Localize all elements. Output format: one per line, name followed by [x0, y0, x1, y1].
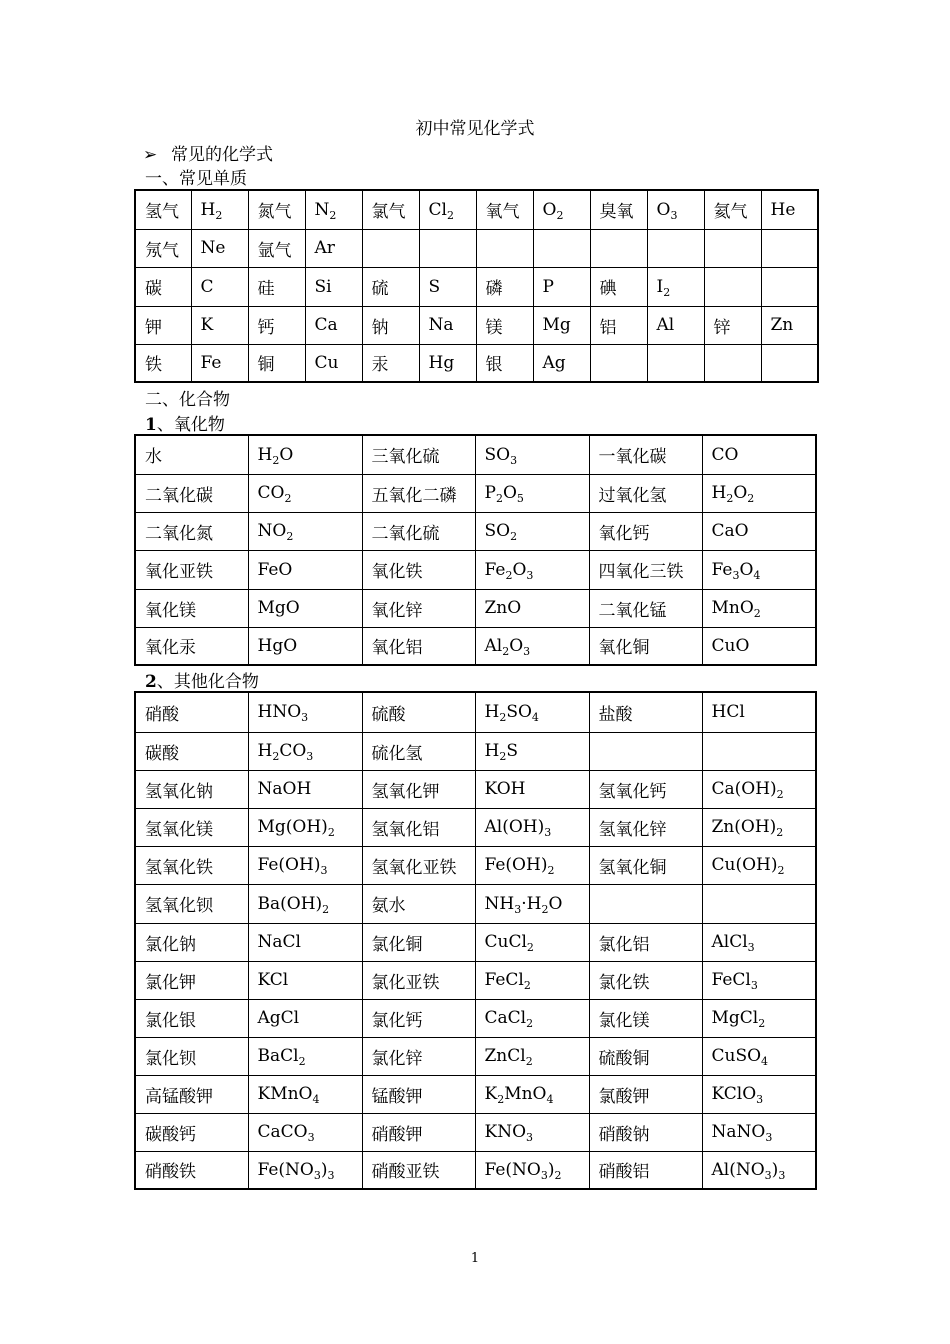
compound-name-cell: 氦气 — [704, 190, 761, 229]
table-row — [135, 190, 818, 229]
compound-name-cell: 氧化铝 — [362, 627, 475, 665]
table-row — [135, 1037, 816, 1075]
compound-name-cell: 高锰酸钾 — [135, 1075, 248, 1113]
table-row — [135, 1075, 816, 1113]
compound-name-cell — [704, 267, 761, 306]
oxides-table — [134, 434, 817, 666]
bullet-text: 常见的化学式 — [171, 145, 273, 165]
formula-cell: CaO — [702, 512, 816, 550]
compound-name-cell: 四氧化三铁 — [589, 550, 702, 589]
compound-name-cell — [590, 344, 647, 382]
formula-cell: Si — [305, 267, 362, 306]
table-row — [135, 1113, 816, 1151]
compound-name-cell: 水 — [135, 435, 248, 474]
formula-cell: $N_2$ — [305, 190, 362, 229]
formula-cell: Al — [647, 306, 704, 344]
table-row — [135, 732, 816, 770]
formula-cell: $NO_2$ — [248, 512, 362, 550]
compound-name-cell: 硝酸 — [135, 692, 248, 732]
formula-cell: Cu — [305, 344, 362, 382]
compound-name-cell: 氯化亚铁 — [362, 961, 475, 999]
compound-name-cell: 氨水 — [362, 884, 475, 923]
table-row — [135, 808, 816, 846]
compound-name-cell: 氢氧化铝 — [362, 808, 475, 846]
formula-cell: MgCl$_2$ — [702, 999, 816, 1037]
formula-cell: $Al(NO_3)_3$ — [702, 1151, 816, 1189]
formula-cell: $H_2SO_4$ — [475, 692, 589, 732]
compound-name-cell: 氯气 — [362, 190, 419, 229]
compound-name-cell: 氮气 — [248, 190, 305, 229]
formula-cell: Hg — [419, 344, 476, 382]
compound-name-cell: 三氧化硫 — [362, 435, 475, 474]
table-row — [135, 846, 816, 884]
compound-name-cell: 氢氧化钡 — [135, 884, 248, 923]
compound-name-cell: 氯化铝 — [589, 923, 702, 961]
compound-name-cell: 氢氧化铁 — [135, 846, 248, 884]
section2-heading: 二、化合物 — [145, 390, 230, 410]
formula-cell: Ca — [305, 306, 362, 344]
compound-name-cell: 氯化锌 — [362, 1037, 475, 1075]
compound-name-cell: 汞 — [362, 344, 419, 382]
formula-cell: P — [533, 267, 590, 306]
formula-cell: $Cu(OH)_2$ — [702, 846, 816, 884]
formula-cell: $H_2$ — [191, 190, 248, 229]
formula-cell: CO — [702, 435, 816, 474]
compound-name-cell — [476, 229, 533, 267]
sub2-heading — [145, 667, 259, 692]
compound-name-cell: 硫酸铜 — [589, 1037, 702, 1075]
formula-cell: $Al(OH)_3$ — [475, 808, 589, 846]
formula-cell: FeO — [248, 550, 362, 589]
compound-name-cell — [704, 344, 761, 382]
table-row — [135, 229, 818, 267]
compound-name-cell: 锌 — [704, 306, 761, 344]
formula-cell: $Fe_2O_3$ — [475, 550, 589, 589]
compound-name-cell: 氢气 — [135, 190, 191, 229]
formula-cell — [761, 229, 818, 267]
formula-cell: $Al_2O_3$ — [475, 627, 589, 665]
formula-cell: $Fe(OH)_3$ — [248, 846, 362, 884]
table-row — [135, 999, 816, 1037]
compound-name-cell: 碳酸 — [135, 732, 248, 770]
compound-name-cell: 二氧化氮 — [135, 512, 248, 550]
compound-name-cell: 氢氧化锌 — [589, 808, 702, 846]
compound-name-cell: 氧化铜 — [589, 627, 702, 665]
compound-name-cell: 氧化铁 — [362, 550, 475, 589]
formula-cell: Fe — [191, 344, 248, 382]
formula-cell: Na — [419, 306, 476, 344]
compound-name-cell: 硫化氢 — [362, 732, 475, 770]
formula-cell: MnO$_2$ — [702, 589, 816, 627]
formula-cell: $O_2$ — [533, 190, 590, 229]
compound-name-cell: 硝酸亚铁 — [362, 1151, 475, 1189]
table-row — [135, 770, 816, 808]
formula-cell: CuSO$_4$ — [702, 1037, 816, 1075]
formula-cell — [647, 229, 704, 267]
sub2-heading-text: 、其他化合物 — [156, 672, 259, 692]
compound-name-cell: 银 — [476, 344, 533, 382]
table-row — [135, 512, 816, 550]
compound-name-cell: 铁 — [135, 344, 191, 382]
compound-name-cell: 钠 — [362, 306, 419, 344]
compound-name-cell: 碘 — [590, 267, 647, 306]
formula-cell: BaCl$_2$ — [248, 1037, 362, 1075]
compound-name-cell: 铜 — [248, 344, 305, 382]
formula-cell: $H_2O_2$ — [702, 474, 816, 512]
compound-name-cell: 硫酸 — [362, 692, 475, 732]
page-title: 初中常见化学式 — [415, 119, 535, 139]
table-row — [135, 267, 818, 306]
compound-name-cell: 氧化汞 — [135, 627, 248, 665]
compound-name-cell: 五氧化二磷 — [362, 474, 475, 512]
compound-name-cell: 氢氧化铜 — [589, 846, 702, 884]
formula-cell: $Fe(OH)_2$ — [475, 846, 589, 884]
formula-cell: CaCl$_2$ — [475, 999, 589, 1037]
table-row — [135, 627, 816, 665]
compound-name-cell: 氢氧化钙 — [589, 770, 702, 808]
table-row — [135, 474, 816, 512]
page-number: 1 — [470, 1251, 480, 1266]
compound-name-cell: 氢氧化钾 — [362, 770, 475, 808]
compound-name-cell: 钾 — [135, 306, 191, 344]
formula-cell: $Fe_3O_4$ — [702, 550, 816, 589]
sub1-number: 1 — [145, 415, 157, 435]
compound-name-cell: 盐酸 — [589, 692, 702, 732]
formula-cell: $P_2O_5$ — [475, 474, 589, 512]
table-row — [135, 961, 816, 999]
formula-cell: $Mg(OH)_2$ — [248, 808, 362, 846]
compound-name-cell: 二氧化碳 — [135, 474, 248, 512]
compound-name-cell: 碳酸钙 — [135, 1113, 248, 1151]
compound-name-cell: 氧气 — [476, 190, 533, 229]
compound-name-cell: 硝酸钠 — [589, 1113, 702, 1151]
formula-cell: $Zn(OH)_2$ — [702, 808, 816, 846]
sub1-heading — [145, 410, 225, 435]
compound-name-cell: 氢氧化镁 — [135, 808, 248, 846]
formula-cell: ZnO — [475, 589, 589, 627]
formula-cell: $H_2O$ — [248, 435, 362, 474]
formula-cell: $H_2S$ — [475, 732, 589, 770]
compound-name-cell: 硅 — [248, 267, 305, 306]
compound-name-cell — [589, 884, 702, 923]
formula-cell — [533, 229, 590, 267]
formula-cell: KCl — [248, 961, 362, 999]
sub1-heading-text: 、氧化物 — [156, 415, 225, 435]
formula-cell: KMnO$_4$ — [248, 1075, 362, 1113]
compound-name-cell: 氧化锌 — [362, 589, 475, 627]
compound-name-cell: 氯化镁 — [589, 999, 702, 1037]
table-row — [135, 435, 816, 474]
formula-cell: $Ba(OH)_2$ — [248, 884, 362, 923]
compound-name-cell: 氢氧化钠 — [135, 770, 248, 808]
formula-cell: KClO$_3$ — [702, 1075, 816, 1113]
formula-cell: Ne — [191, 229, 248, 267]
table-row — [135, 550, 816, 589]
compound-name-cell: 氧化钙 — [589, 512, 702, 550]
compound-name-cell: 氧化镁 — [135, 589, 248, 627]
formula-cell: $Ca(OH)_2$ — [702, 770, 816, 808]
compound-name-cell: 氯化银 — [135, 999, 248, 1037]
formula-cell: FeCl$_2$ — [475, 961, 589, 999]
table-row — [135, 692, 816, 732]
formula-cell: ZnCl$_2$ — [475, 1037, 589, 1075]
formula-cell: Ar — [305, 229, 362, 267]
compound-name-cell: 二氧化锰 — [589, 589, 702, 627]
formula-cell: Mg — [533, 306, 590, 344]
elements-table — [134, 189, 819, 383]
formula-cell: AgCl — [248, 999, 362, 1037]
compound-name-cell: 氖气 — [135, 229, 191, 267]
formula-cell — [702, 732, 816, 770]
compound-name-cell — [590, 229, 647, 267]
table-row — [135, 344, 818, 382]
compound-name-cell: 硫 — [362, 267, 419, 306]
section1-heading: 一、常见单质 — [145, 169, 247, 189]
formula-cell — [761, 267, 818, 306]
formula-cell: NaNO$_3$ — [702, 1113, 816, 1151]
formula-cell: Zn — [761, 306, 818, 344]
compound-name-cell: 臭氧 — [590, 190, 647, 229]
compound-name-cell: 氧化亚铁 — [135, 550, 248, 589]
compound-name-cell: 硝酸铁 — [135, 1151, 248, 1189]
formula-cell: HgO — [248, 627, 362, 665]
formula-cell: CuO — [702, 627, 816, 665]
compound-name-cell: 氢氧化亚铁 — [362, 846, 475, 884]
compound-name-cell — [704, 229, 761, 267]
compound-name-cell: 过氧化氢 — [589, 474, 702, 512]
compound-name-cell: 氯化钡 — [135, 1037, 248, 1075]
formula-cell: CaCO$_3$ — [248, 1113, 362, 1151]
table-row — [135, 1151, 816, 1189]
table-row — [135, 589, 816, 627]
formula-cell: MgO — [248, 589, 362, 627]
bullet-arrow-icon: ➢ — [143, 145, 158, 165]
formula-cell: $Cl_2$ — [419, 190, 476, 229]
formula-cell: $O_3$ — [647, 190, 704, 229]
formula-cell: He — [761, 190, 818, 229]
formula-cell — [702, 884, 816, 923]
formula-cell: $HNO_3$ — [248, 692, 362, 732]
formula-cell: $KNO_3$ — [475, 1113, 589, 1151]
formula-cell — [419, 229, 476, 267]
compound-name-cell: 氯化钾 — [135, 961, 248, 999]
compound-name-cell: 铝 — [590, 306, 647, 344]
formula-cell — [761, 344, 818, 382]
compound-name-cell: 镁 — [476, 306, 533, 344]
compound-name-cell: 氯化铜 — [362, 923, 475, 961]
formula-cell: $SO_3$ — [475, 435, 589, 474]
formula-cell: NaCl — [248, 923, 362, 961]
formula-cell: $K_2MnO_4$ — [475, 1075, 589, 1113]
bullet-heading — [143, 140, 273, 165]
formula-cell: NaOH — [248, 770, 362, 808]
formula-cell: $H_2CO_3$ — [248, 732, 362, 770]
formula-cell: $SO_2$ — [475, 512, 589, 550]
formula-cell: $Fe(NO_3)_3$ — [248, 1151, 362, 1189]
formula-cell: $NH_3\cdot H_2O$ — [475, 884, 589, 923]
compound-name-cell: 一氧化碳 — [589, 435, 702, 474]
formula-cell: C — [191, 267, 248, 306]
compound-name-cell: 氯酸钾 — [589, 1075, 702, 1113]
compound-name-cell: 二氧化硫 — [362, 512, 475, 550]
other-compounds-table — [134, 691, 817, 1190]
table-row — [135, 884, 816, 923]
formula-cell: AlCl$_3$ — [702, 923, 816, 961]
compound-name-cell: 钙 — [248, 306, 305, 344]
compound-name-cell: 磷 — [476, 267, 533, 306]
compound-name-cell: 氯化钠 — [135, 923, 248, 961]
formula-cell: FeCl$_3$ — [702, 961, 816, 999]
compound-name-cell: 硝酸铝 — [589, 1151, 702, 1189]
formula-cell: K — [191, 306, 248, 344]
sub2-number: 2 — [145, 672, 157, 692]
formula-cell: CuCl$_2$ — [475, 923, 589, 961]
formula-cell: $CO_2$ — [248, 474, 362, 512]
formula-cell: KOH — [475, 770, 589, 808]
formula-cell: $I_2$ — [647, 267, 704, 306]
table-row — [135, 306, 818, 344]
formula-cell — [647, 344, 704, 382]
compound-name-cell: 锰酸钾 — [362, 1075, 475, 1113]
formula-cell: HCl — [702, 692, 816, 732]
compound-name-cell — [589, 732, 702, 770]
compound-name-cell: 碳 — [135, 267, 191, 306]
compound-name-cell: 氯化钙 — [362, 999, 475, 1037]
compound-name-cell: 氩气 — [248, 229, 305, 267]
table-row — [135, 923, 816, 961]
compound-name-cell — [362, 229, 419, 267]
formula-cell: $Fe(NO_3)_2$ — [475, 1151, 589, 1189]
compound-name-cell: 硝酸钾 — [362, 1113, 475, 1151]
compound-name-cell: 氯化铁 — [589, 961, 702, 999]
formula-cell: Ag — [533, 344, 590, 382]
formula-cell: S — [419, 267, 476, 306]
